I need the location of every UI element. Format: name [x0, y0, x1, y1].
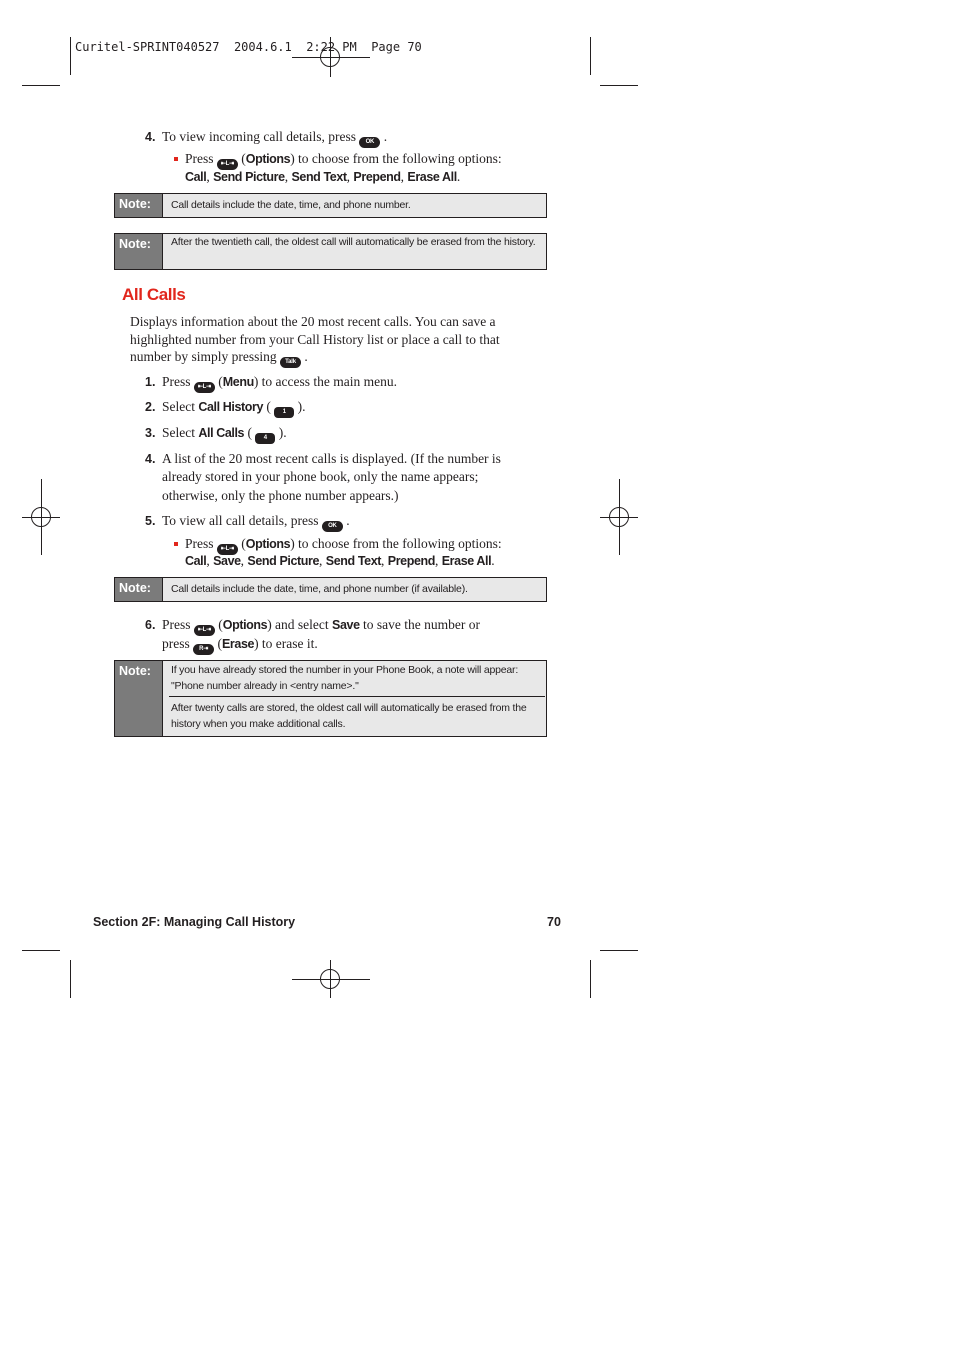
intro-line: Displays information about the 20 most recent calls. You can save a — [130, 314, 496, 329]
right-softkey-icon: R⇥ — [193, 644, 214, 655]
step-number: 5. — [145, 514, 156, 528]
step-number: 6. — [145, 618, 156, 632]
note-box — [114, 233, 547, 270]
step-text: Press ⇤L⇥ (Options) and select Save to save the number or — [162, 616, 480, 636]
step-text: A list of the 20 most recent calls is displayed. (If the number is — [162, 451, 501, 466]
step-text: Select All Calls ( 4 ). — [162, 424, 287, 444]
options-bullet: Press ⇤L⇥ (Options) to choose from the following options: — [185, 535, 502, 555]
step-text: Select Call History ( 1 ). — [162, 398, 306, 418]
step-text: To view incoming call details, press OK . — [162, 128, 387, 148]
step-text: To view all call details, press OK . — [162, 512, 350, 532]
step-text: Press ⇤L⇥ (Menu) to access the main menu. — [162, 373, 397, 393]
footer-section: Section 2F: Managing Call History — [93, 915, 296, 929]
options-list: Call, Send Picture, Send Text, Prepend, Erase All. — [185, 169, 461, 184]
note-box — [114, 660, 547, 737]
note-text: If you have already stored the number in your Phone Book, a note will appear: "Phone number already in <entry name>." — [171, 664, 519, 692]
note-divider — [169, 696, 545, 697]
four-key-icon: 4 — [255, 433, 275, 444]
note-box — [114, 577, 547, 602]
step-number: 2. — [145, 400, 156, 414]
intro-line: highlighted number from your Call History list or place a call to that — [130, 332, 500, 347]
options-list: Call, Save, Send Picture, Send Text, Prepend, Erase All. — [185, 553, 495, 568]
left-softkey-icon: ⇤L⇥ — [217, 159, 238, 170]
note-text: After twenty calls are stored, the oldest call will automatically be erased from the history when you make additional calls. — [171, 702, 527, 730]
left-softkey-icon: ⇤L⇥ — [194, 382, 215, 393]
intro-line: number by simply pressing Talk . — [130, 348, 308, 368]
bullet-icon — [174, 542, 178, 546]
note-label: Note: — [115, 234, 163, 269]
left-softkey-icon: ⇤L⇥ — [217, 544, 238, 555]
step-text: already stored in your phone book, only the name appears; — [162, 469, 479, 484]
ok-key-icon: OK — [359, 137, 380, 148]
step-number: 1. — [145, 375, 156, 389]
talk-key-icon: Talk — [280, 357, 301, 368]
step-number: 3. — [145, 426, 156, 440]
options-bullet: Press ⇤L⇥ (Options) to choose from the following options: — [185, 150, 502, 170]
note-text: After the twentieth call, the oldest call will automatically be erased from the history. — [171, 236, 536, 248]
header-slug: Curitel-SPRINT040527 2004.6.1 2:22 PM Page 70 — [75, 40, 422, 54]
bullet-icon — [174, 157, 178, 161]
note-text: Call details include the date, time, and phone number (if available). — [171, 583, 468, 595]
section-heading: All Calls — [122, 285, 186, 304]
one-key-icon: 1 — [274, 407, 294, 418]
step-number: 4. — [145, 452, 156, 466]
page-number: 70 — [547, 915, 561, 929]
left-softkey-icon: ⇤L⇥ — [194, 625, 215, 636]
step-text: otherwise, only the phone number appears.) — [162, 488, 399, 503]
step-number: 4. — [145, 130, 156, 144]
note-text: Call details include the date, time, and phone number. — [171, 199, 411, 211]
step-text: press R⇥ (Erase) to erase it. — [162, 635, 318, 655]
note-label: Note: — [115, 661, 163, 736]
note-box — [114, 193, 547, 218]
note-label: Note: — [115, 578, 163, 601]
note-label: Note: — [115, 194, 163, 217]
ok-key-icon: OK — [322, 521, 343, 532]
